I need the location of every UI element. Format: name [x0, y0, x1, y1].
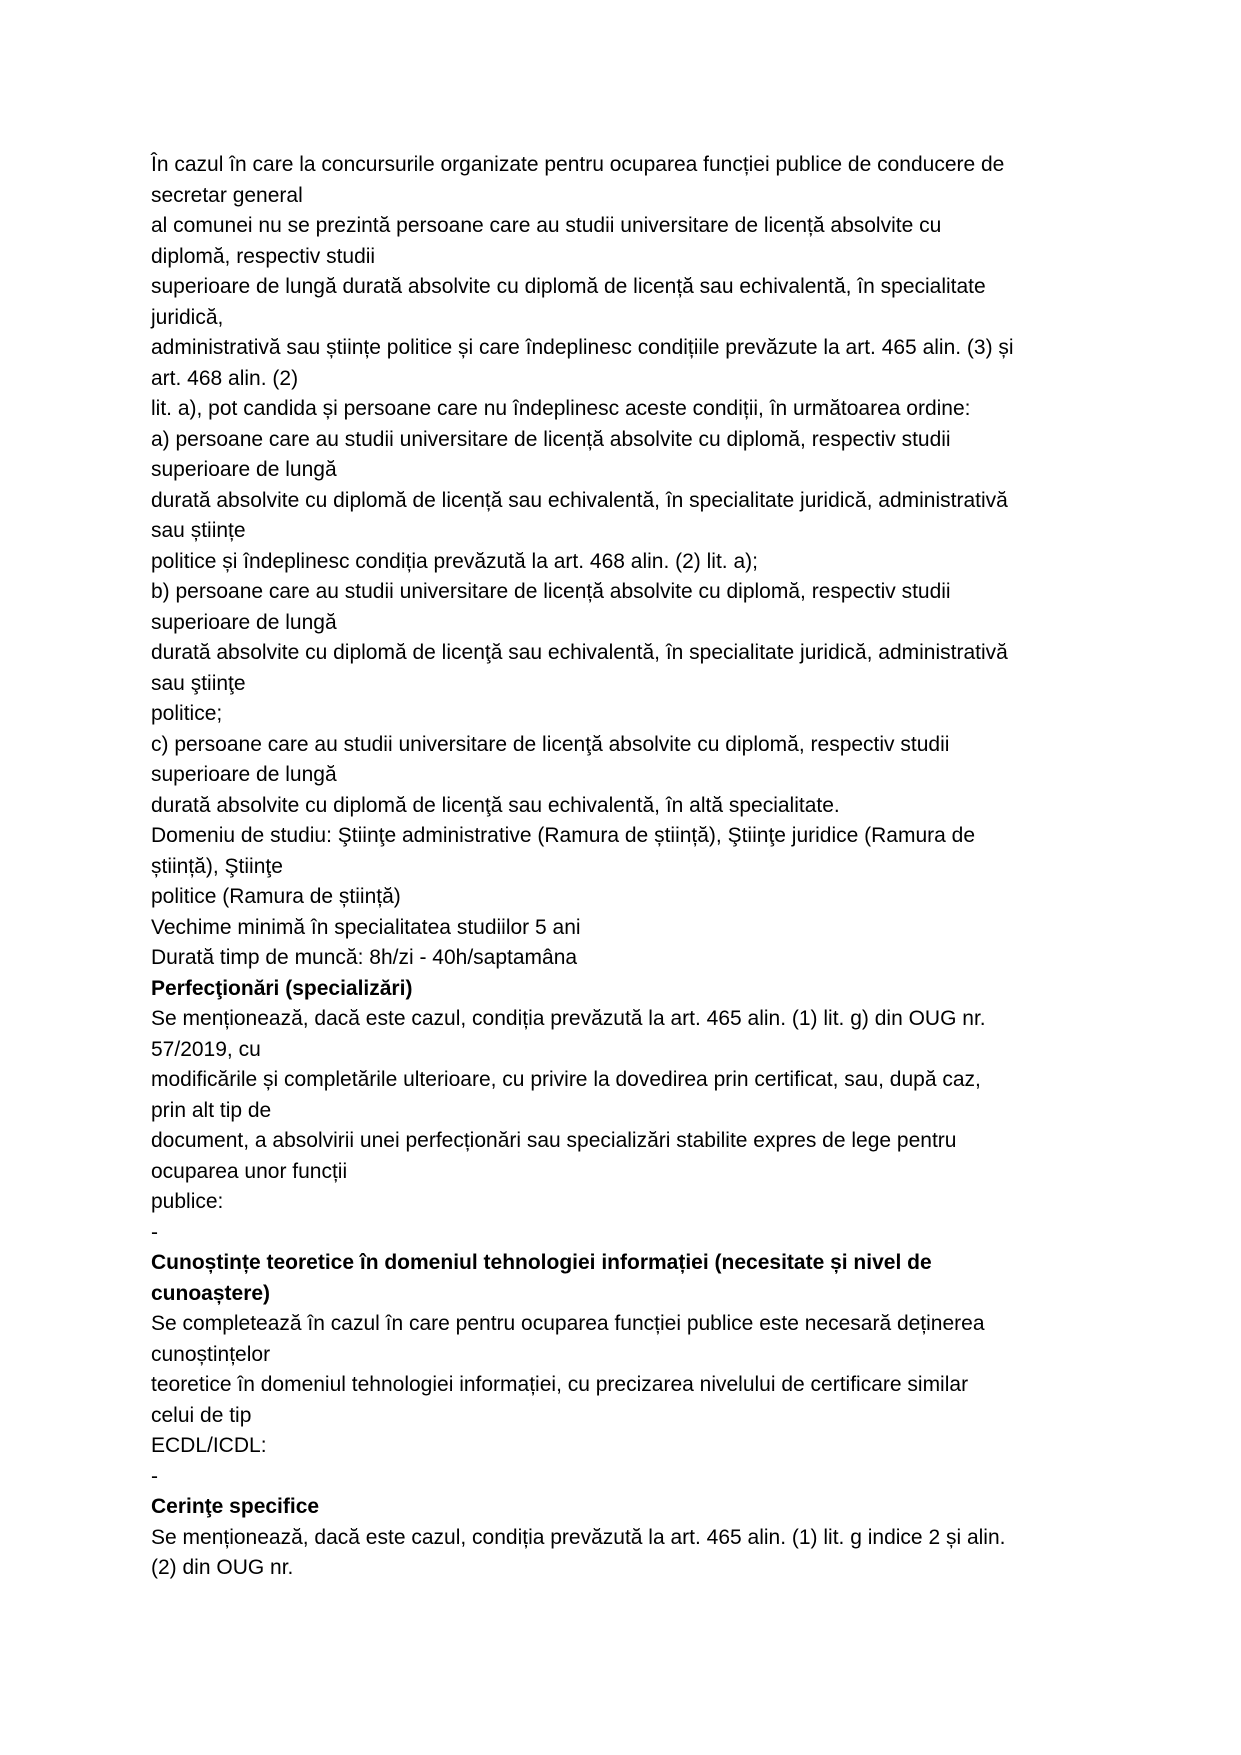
text-line: politice; [151, 702, 223, 725]
text-line: - [151, 1464, 158, 1488]
text-line: durată absolvite cu diplomă de licenţă sau echivalentă, în altă specialitate. [151, 793, 840, 817]
text-line: art. 468 alin. (2) [151, 366, 299, 390]
text-line: cunoștințelor [151, 1342, 271, 1366]
text-line: Se menționează, dacă este cazul, condiția prevăzută la art. 465 alin. (1) lit. g indice 2 și alin. [151, 1525, 1006, 1549]
text-line: superioare de lungă [151, 458, 337, 481]
text-line: politice și îndeplinesc condiția prevăzută la art. 468 alin. (2) lit. a); [151, 549, 758, 573]
text-line: secretar general [151, 183, 303, 207]
document-page [151, 150, 1101, 1584]
text-line: lit. a), pot candida și persoane care nu îndeplinesc aceste condiții, în următoarea ordine: [151, 397, 971, 420]
text-line: prin alt tip de [151, 1098, 272, 1122]
text-line: diplomă, respectiv studii [151, 244, 376, 268]
text-line: superioare de lungă durată absolvite cu diplomă de licență sau echivalentă, în specialitate [151, 275, 986, 298]
text-line: Se menționează, dacă este cazul, condiția prevăzută la art. 465 alin. (1) lit. g) din OUG nr. [151, 1007, 986, 1030]
text-line: - [151, 1220, 158, 1244]
text-line: c) persoane care au studii universitare de licenţă absolvite cu diplomă, respectiv studii [151, 732, 950, 756]
text-line: Se completează în cazul în care pentru ocuparea funcției publice este necesară deținerea [151, 1312, 985, 1335]
text-line: În cazul în care la concursurile organizate pentru ocuparea funcției publice de conducere de [151, 153, 1005, 176]
section-heading: cunoaștere) [151, 1281, 271, 1305]
text-line: 57/2019, cu [151, 1037, 261, 1061]
text-line: modificările și completările ulterioare, cu privire la dovedirea prin certificat, sau, după caz, [151, 1068, 981, 1091]
text-line: document, a absolvirii unei perfecționări sau specializări stabilite expres de lege pentru [151, 1129, 957, 1152]
section-heading: Perfecţionări (specializări) [151, 976, 413, 1000]
text-line: sau științe [151, 519, 246, 542]
text-line: Domeniu de studiu: Ştiinţe administrative (Ramura de știință), Ştiinţe juridice (Ramura de [151, 824, 976, 847]
text-line: a) persoane care au studii universitare de licență absolvite cu diplomă, respectiv studii [151, 427, 951, 451]
text-line: superioare de lungă [151, 610, 337, 634]
text-line: teoretice în domeniul tehnologiei informației, cu precizarea nivelului de certificare similar [151, 1373, 969, 1396]
text-line: ocuparea unor funcții [151, 1159, 348, 1183]
text-line: sau ştiinţe [151, 671, 246, 695]
text-line: publice: [151, 1190, 224, 1213]
text-line: durată absolvite cu diplomă de licență sau echivalentă, în specialitate juridică, administrativă [151, 488, 1008, 512]
text-line: știință), Ştiinţe [151, 854, 283, 878]
text-line: al comunei nu se prezintă persoane care au studii universitare de licență absolvite cu [151, 214, 942, 237]
text-line: (2) din OUG nr. [151, 1556, 294, 1579]
text-line: ECDL/ICDL: [151, 1434, 267, 1457]
text-line: politice (Ramura de știință) [151, 885, 401, 908]
text-line: superioare de lungă [151, 763, 337, 786]
section-heading: Cunoștințe teoretice în domeniul tehnologiei informației (necesitate și nivel de [151, 1251, 932, 1274]
text-line: administrativă sau științe politice și care îndeplinesc condițiile prevăzute la art. 465 alin. (3) și [151, 336, 1014, 359]
section-heading: Cerinţe specifice [151, 1495, 320, 1518]
text-line: b) persoane care au studii universitare de licență absolvite cu diplomă, respectiv studii [151, 580, 951, 603]
text-line: juridică, [151, 305, 224, 329]
text-line: Durată timp de muncă: 8h/zi - 40h/saptamâna [151, 946, 578, 969]
text-line: celui de tip [151, 1403, 252, 1427]
text-line: Vechime minimă în specialitatea studiilor 5 ani [151, 915, 581, 939]
text-line: durată absolvite cu diplomă de licenţă sau echivalentă, în specialitate juridică, administrativă [151, 641, 1008, 664]
